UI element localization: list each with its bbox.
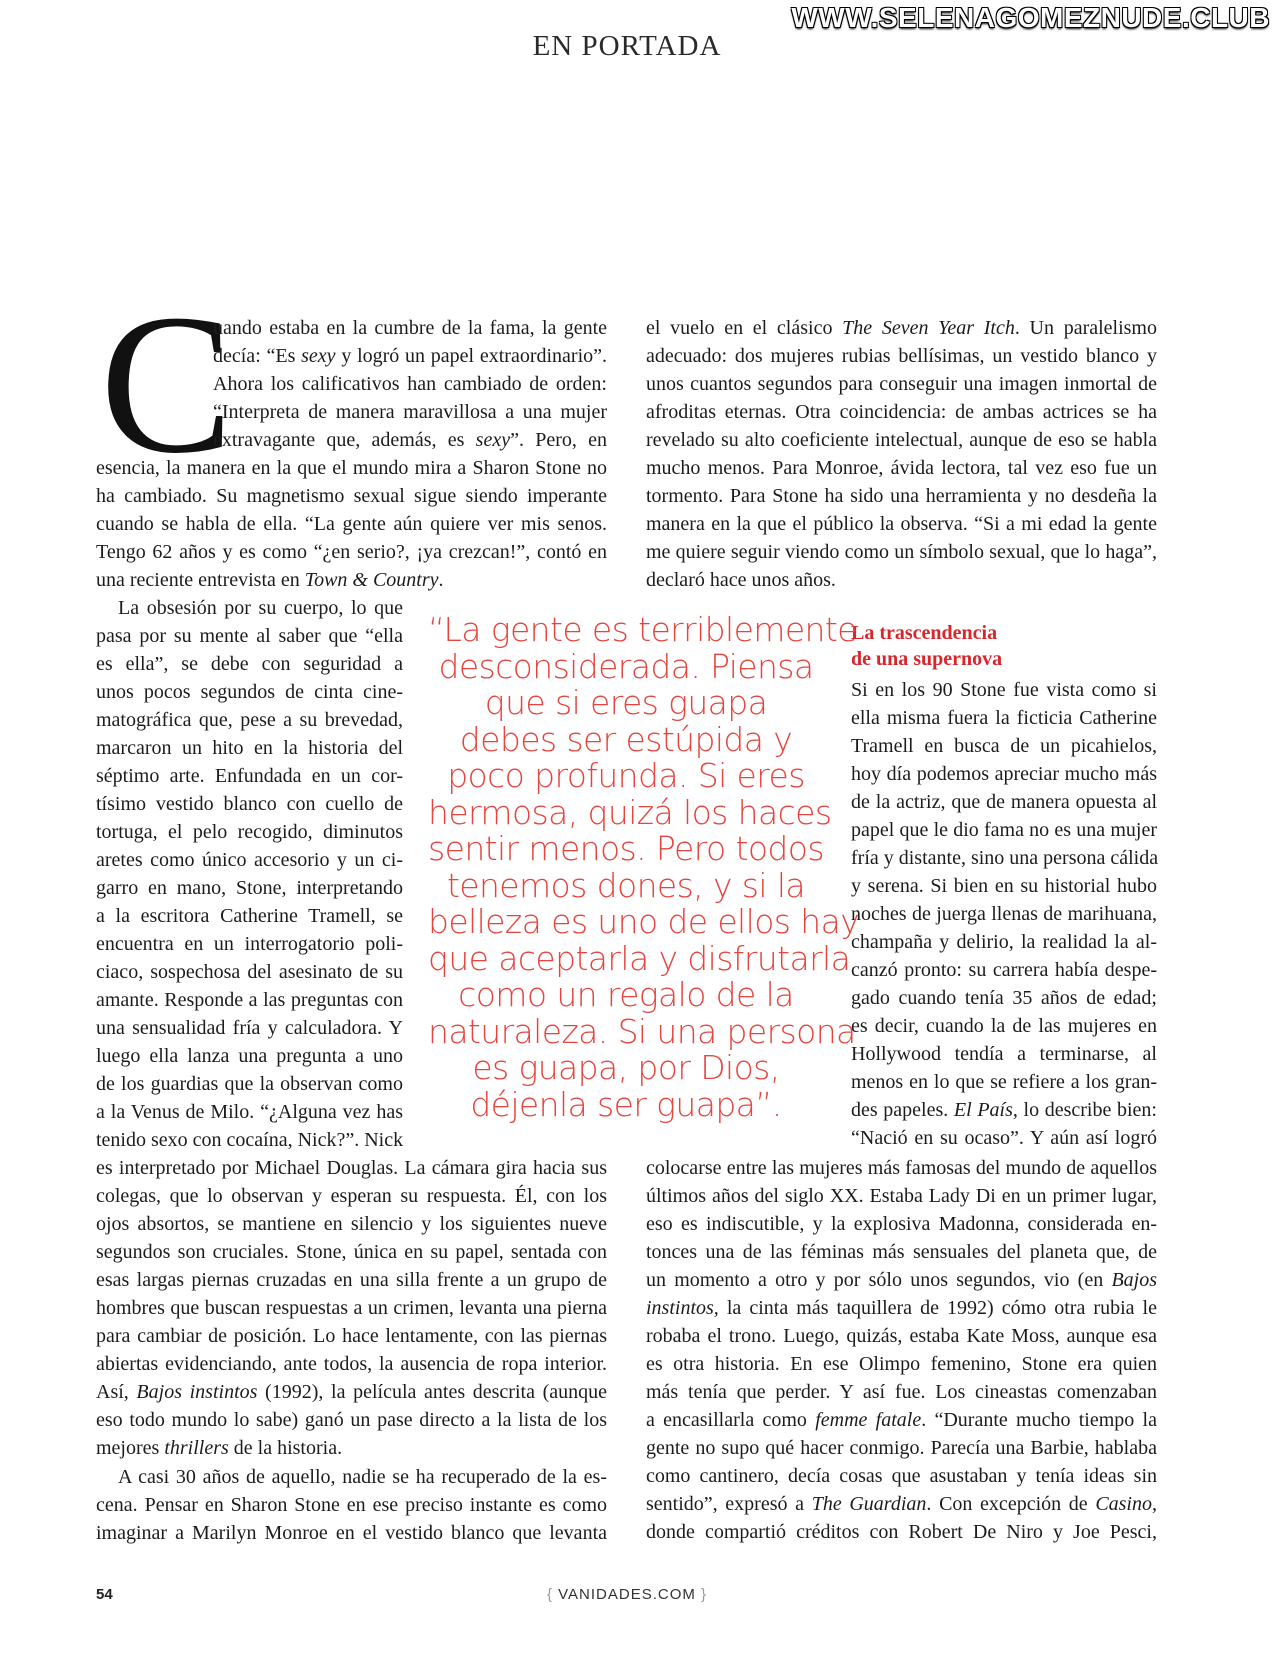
text-line: donde compartió créditos con Robert De Niro y Joe Pesci, bbox=[646, 1521, 1157, 1543]
text-line: una sensualidad fría y calculadora. Y bbox=[96, 1017, 403, 1039]
text-line: me quiere seguir viendo como un símbolo sexual, que lo haga”, bbox=[646, 541, 1157, 563]
text-line: una reciente entrevista en Town & Country. bbox=[96, 569, 444, 591]
text-line: últimos años del siglo XX. Estaba Lady Di en un primer lugar, bbox=[646, 1185, 1157, 1207]
text-line: es ella”, se debe con seguridad a bbox=[96, 653, 403, 675]
watermark: WWW.SELENAGOMEZNUDE.CLUB bbox=[791, 2, 1270, 33]
quote-line: como un regalo de la bbox=[458, 975, 794, 1014]
text-line: es interpretado por Michael Douglas. La cámara gira hacia sus bbox=[96, 1157, 607, 1179]
brace-close: } bbox=[701, 1586, 708, 1603]
text-line: hoy día podemos apreciar mucho más bbox=[851, 763, 1157, 785]
column-1-intro bbox=[96, 314, 607, 594]
text-line: eso es indiscutible, y la explosiva Madonna, considerada en- bbox=[646, 1213, 1157, 1235]
text-line: aretes como único accesorio y un ci- bbox=[96, 849, 403, 871]
text-line: como cantinero, decía cosas que asustaban y tenía ideas sin bbox=[646, 1465, 1157, 1487]
text-line: pasa por su mente al saber que “ella bbox=[96, 625, 403, 647]
text-line: abiertas evidenciando, ante todos, la ausencia de ropa interior. bbox=[96, 1353, 607, 1375]
text-line: tormento. Para Stone ha sido una herramienta y no desdeña la bbox=[646, 485, 1157, 507]
text-line: segundos son cruciales. Stone, única en su papel, sentada con bbox=[96, 1241, 607, 1263]
text-line: robaba el trono. Luego, quizás, estaba Kate Moss, aunque esa bbox=[646, 1325, 1157, 1347]
text-line: “Nació en su ocaso”. Y aún así logró bbox=[851, 1127, 1157, 1149]
text-line: menos en lo que se refiere a los gran- bbox=[851, 1071, 1157, 1093]
text-line: Tengo 62 años y es como “¿en serio?, ¡ya crezcan!”, contó en bbox=[96, 541, 607, 563]
text-line: extravagante que, además, es sexy”. Pero, en bbox=[213, 429, 607, 451]
text-line: ciaco, sospechosa del asesinato de su bbox=[96, 961, 403, 983]
text-line: declaró hace unos años. bbox=[646, 569, 836, 591]
text-line: La obsesión por su cuerpo, lo que bbox=[118, 597, 403, 619]
text-line: es otra historia. En ese Olimpo femenino, Stone era quien bbox=[646, 1353, 1157, 1375]
column-2-bottom bbox=[646, 1154, 1157, 1546]
quote-line: naturaleza. Si una persona bbox=[428, 1011, 856, 1051]
subheading-line: de una supernova bbox=[851, 648, 1003, 670]
text-line: uando estaba en la cumbre de la fama, la gente bbox=[213, 317, 607, 339]
text-line: Hollywood tendía a terminarse, al bbox=[851, 1043, 1157, 1065]
quote-line: belleza es uno de ellos hay bbox=[428, 902, 860, 941]
text-line: adecuado: dos mujeres rubias bellísimas, un vestido blanco y bbox=[646, 345, 1157, 367]
text-line: más tenía que perder. Y así fue. Los cineastas comenzaban bbox=[646, 1381, 1157, 1403]
text-line: A casi 30 años de aquello, nadie se ha recuperado de la es- bbox=[118, 1466, 607, 1488]
subheading bbox=[851, 620, 1002, 672]
quote-line: “La gente es terriblemente bbox=[428, 610, 857, 649]
subheading-line: La trascendencia bbox=[851, 622, 998, 644]
text-line: garro en mano, Stone, interpretando bbox=[96, 877, 403, 899]
text-line: matográfica que, pese a su brevedad, bbox=[96, 709, 403, 731]
text-line: amante. Responde a las preguntas con bbox=[96, 989, 403, 1011]
section-title: EN PORTADA bbox=[532, 30, 722, 62]
text-line: esencia, la manera en la que el mundo mira a Sharon Stone no bbox=[96, 457, 607, 479]
column-2-narrow bbox=[851, 676, 1157, 1152]
pull-quote bbox=[428, 610, 860, 1124]
text-line: y serena. Si bien en su historial hubo bbox=[851, 875, 1157, 897]
text-line: el vuelo en el clásico The Seven Year Itch. Un paralelismo bbox=[646, 317, 1157, 339]
text-line: tortuga, el pelo recogido, diminutos bbox=[96, 821, 403, 843]
text-line: Tramell en busca de un picahielos, bbox=[851, 735, 1157, 757]
text-line: decía: “Es sexy y logró un papel extraordinario”. bbox=[213, 345, 608, 367]
text-line: séptimo arte. Enfundada en un cor- bbox=[96, 765, 403, 787]
text-line: a la Venus de Milo. “¿Alguna vez has bbox=[96, 1101, 403, 1123]
text-line: ella misma fuera la ficticia Catherine bbox=[851, 707, 1157, 729]
text-line: papel que le dio fama no es una mujer bbox=[851, 819, 1157, 841]
column-1-narrow bbox=[96, 594, 403, 1154]
text-line: tenido sexo con cocaína, Nick?”. Nick bbox=[96, 1129, 404, 1151]
brace-open: { bbox=[546, 1586, 553, 1603]
text-line: des papeles. El País, lo describe bien: bbox=[851, 1099, 1157, 1121]
page-number: 54 bbox=[96, 1586, 113, 1603]
text-line: mucho menos. Para Monroe, ávida lectora, tal vez eso fue un bbox=[646, 457, 1157, 479]
text-line: esas largas piernas cruzadas en una silla frente a un grupo de bbox=[96, 1269, 607, 1291]
text-line: noches de juerga llenas de marihuana, bbox=[851, 903, 1157, 925]
text-line: colegas, que lo observan y esperan su respuesta. Él, con los bbox=[96, 1185, 607, 1207]
column-2-intro bbox=[646, 314, 1157, 594]
text-line: “Interpreta de manera maravillosa a una mujer bbox=[213, 401, 607, 423]
column-1-bottom bbox=[96, 1154, 607, 1547]
text-line: para cambiar de posición. Lo hace lentamente, con las piernas bbox=[96, 1325, 607, 1347]
text-line: eso todo mundo lo sabe) ganó un pase directo a la lista de los bbox=[96, 1409, 607, 1431]
text-line: marcaron un hito en la historia del bbox=[96, 737, 403, 759]
text-line: de los guardias que la observan como bbox=[96, 1073, 403, 1095]
text-line: a encasillarla como femme fatale. “Durante mucho tiempo la bbox=[646, 1409, 1157, 1431]
quote-line: hermosa, quizá los haces bbox=[428, 792, 832, 832]
text-line: fría y distante, sino una persona cálida bbox=[851, 847, 1159, 869]
quote-line: déjenla ser guapa”. bbox=[470, 1084, 782, 1124]
footer-site bbox=[0, 1586, 1254, 1603]
quote-line: que si eres guapa bbox=[484, 683, 768, 722]
quote-line: desconsiderada. Piensa bbox=[438, 646, 814, 686]
text-line: mejores thrillers de la historia. bbox=[96, 1437, 343, 1459]
text-line: colocarse entre las mujeres más famosas del mundo de aquellos bbox=[646, 1157, 1157, 1179]
text-line: cuando se habla de ella. “La gente aún quiere ver mis senos. bbox=[96, 513, 607, 535]
text-line: tonces una de las féminas más sensuales del planeta que, de bbox=[646, 1241, 1157, 1263]
site-name: VANIDADES.COM bbox=[558, 1586, 696, 1603]
drop-cap: C bbox=[100, 274, 234, 495]
text-line: gente no supo qué hacer conmigo. Parecía una Barbie, hablaba bbox=[646, 1437, 1157, 1459]
text-line: un momento a otro y por sólo unos segundos, vio (en Bajos bbox=[646, 1269, 1157, 1291]
text-line: champaña y delirio, la realidad la al- bbox=[851, 931, 1157, 953]
quote-line: tenemos dones, y si la bbox=[446, 865, 806, 905]
text-line: a la escritora Catherine Tramell, se bbox=[96, 905, 403, 927]
text-line: unos cuantos segundos para conseguir una imagen inmortal de bbox=[646, 373, 1157, 395]
quote-line: sentir menos. Pero todos bbox=[428, 829, 824, 868]
text-line: Así, Bajos instintos (1992), la película antes descrita (aunque bbox=[96, 1381, 607, 1403]
text-line: de la actriz, que de manera opuesta al bbox=[851, 791, 1157, 813]
text-line: es decir, cuando la de las mujeres en bbox=[851, 1015, 1157, 1037]
quote-line: debes ser estúpida y bbox=[459, 719, 793, 759]
text-line: imaginar a Marilyn Monroe en el vestido blanco que levanta bbox=[96, 1522, 607, 1544]
quote-line: es guapa, por Dios, bbox=[472, 1048, 780, 1087]
text-line: gado cuando tenía 35 años de edad; bbox=[851, 987, 1157, 1009]
text-line: instintos, la cinta más taquillera de 1992) cómo otra rubia le bbox=[646, 1297, 1157, 1319]
text-line: afroditas eternas. Otra coincidencia: de ambas actrices se ha bbox=[646, 401, 1157, 423]
text-line: ha cambiado. Su magnetismo sexual sigue siendo imperante bbox=[96, 485, 607, 507]
text-line: Si en los 90 Stone fue vista como si bbox=[851, 679, 1157, 701]
text-line: ojos absortos, se mantiene en silencio y los siguientes nueve bbox=[96, 1213, 607, 1235]
text-line: revelado su alto coeficiente intelectual, aunque de eso se habla bbox=[646, 429, 1157, 451]
text-line: Ahora los calificativos han cambiado de orden: bbox=[213, 373, 607, 395]
text-line: sentido”, expresó a The Guardian. Con excepción de Casino, bbox=[646, 1493, 1157, 1515]
quote-line: que aceptarla y disfrutarla bbox=[428, 938, 851, 978]
text-line: hombres que buscan respuestas a un crimen, levanta una pierna bbox=[96, 1297, 607, 1319]
quote-line: poco profunda. Si eres bbox=[447, 756, 805, 795]
text-line: luego ella lanza una pregunta a uno bbox=[96, 1045, 403, 1067]
text-line: unos pocos segundos de cinta cine- bbox=[96, 681, 403, 703]
text-line: tísimo vestido blanco con cuello de bbox=[96, 793, 403, 815]
text-line: manera en la que el público la observa. “Si a mi edad la gente bbox=[646, 513, 1157, 535]
text-line: encuentra en un interrogatorio poli- bbox=[96, 933, 403, 955]
text-line: cena. Pensar en Sharon Stone en ese preciso instante es como bbox=[96, 1494, 607, 1516]
text-line: canzó pronto: su carrera había despe- bbox=[851, 959, 1157, 981]
